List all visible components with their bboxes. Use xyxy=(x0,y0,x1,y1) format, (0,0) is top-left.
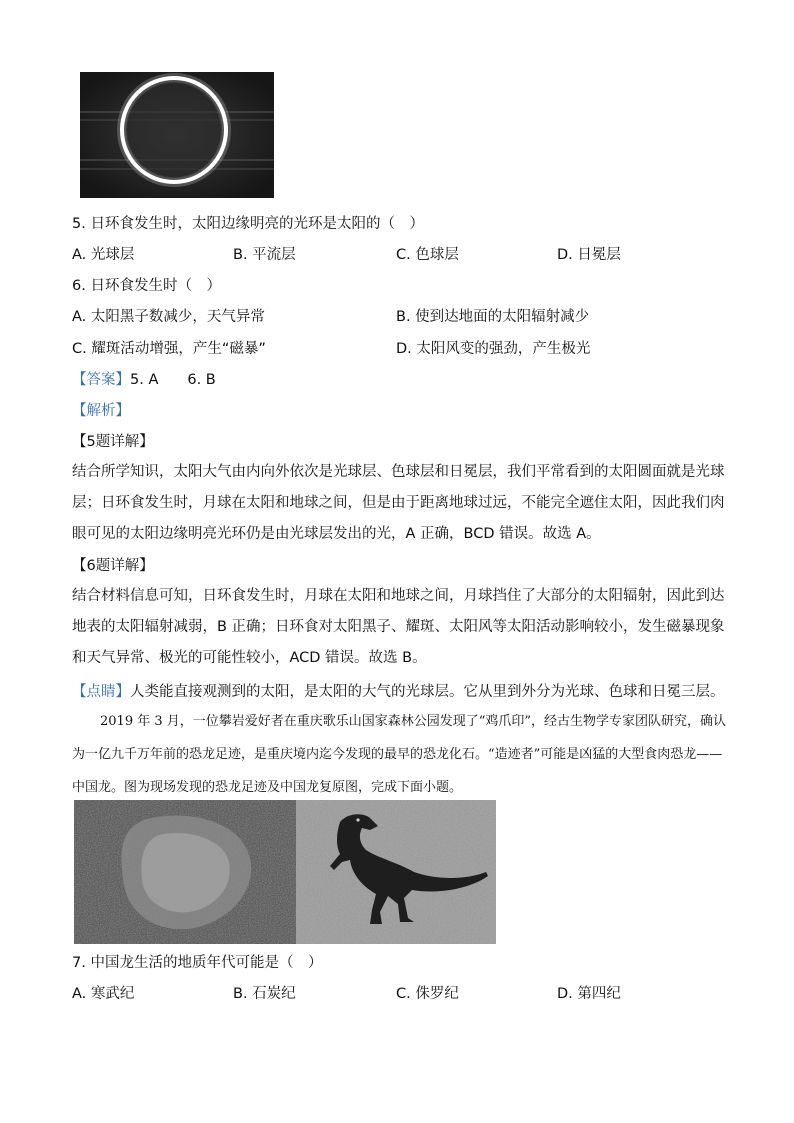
detail-5-heading: 【5题详解】 xyxy=(72,434,154,450)
tip-line xyxy=(72,682,725,702)
chinese-dragon-dinosaur-photo xyxy=(296,800,496,944)
q6-option-d: D. 太阳风变的强劲，产生极光 xyxy=(396,341,591,357)
detail-6-text: 结合材料信息可知，日环食发生时，月球在太阳和地球之间，月球挡住了大部分的太阳辐射，因此到达地表的太阳辐射减弱，B 正确；日环食对太阳黑子、耀斑、太阳风等太阳活动影响较小，发生磁暴现象和天气异常、极光的可能性较小，ACD 错误。故选 B。 xyxy=(72,588,725,666)
detail-5-text: 结合所学知识，太阳大气由内向外依次是光球层、色球层和日冕层，我们平常看到的太阳圆面就是光球层；日环食发生时，月球在太阳和地球之间，但是由于距离地球过远，不能完全遮住太阳，因此我们肉眼可见的太阳边缘明亮光环仍是由光球层发出的光，A 正确，BCD 错误。故选 A。 xyxy=(72,464,725,542)
material-paragraph: 2019 年 3 月，一位攀岩爱好者在重庆歌乐山国家森林公园发现了“鸡爪印”，经古生物学专家团队研究，确认为一亿九千万年前的恐龙足迹，是重庆境内迄今发现的最早的恐龙化石。“造迹者”可能是凶猛的大型食肉恐龙——中国龙。图为现场发现的恐龙足迹及中国龙复原图，完成下面小题。 xyxy=(72,714,727,795)
question-6: 6. 日环食发生时（ ） xyxy=(72,278,221,294)
answer-text: 5. A 6. B xyxy=(130,372,216,388)
dinosaur-footprint-photo xyxy=(74,800,296,944)
q5-option-b: B. 平流层 xyxy=(233,247,296,263)
question-7: 7. 中国龙生活的地质年代可能是（ ） xyxy=(72,955,323,971)
detail-6-heading: 【6题详解】 xyxy=(72,558,154,574)
annular-eclipse-photo xyxy=(80,72,274,198)
q6-option-c: C. 耀斑活动增强，产生“磁暴” xyxy=(72,341,266,357)
tip-text: 人类能直接观测到的太阳，是太阳的大气的光球层。它从里到外分为光球、色球和日冕三层。 xyxy=(130,684,725,700)
q6-option-a: A. 太阳黑子数减少，天气异常 xyxy=(72,309,265,325)
q7-option-b: B. 石炭纪 xyxy=(233,986,296,1002)
q5-option-d: D. 日冕层 xyxy=(557,247,621,263)
question-5: 5. 日环食发生时，太阳边缘明亮的光环是太阳的（ ） xyxy=(72,216,424,232)
analysis-label: 【解析】 xyxy=(72,403,130,419)
tip-label: 【点睛】 xyxy=(72,684,130,700)
answer-line xyxy=(72,370,216,390)
q6-option-b: B. 使到达地面的太阳辐射减少 xyxy=(396,309,590,325)
q7-option-d: D. 第四纪 xyxy=(557,986,621,1002)
q7-option-c: C. 侏罗纪 xyxy=(396,986,459,1002)
q5-option-a: A. 光球层 xyxy=(72,247,135,263)
q7-option-a: A. 寒武纪 xyxy=(72,986,135,1002)
answer-label: 【答案】 xyxy=(72,372,130,388)
q5-option-c: C. 色球层 xyxy=(396,247,459,263)
